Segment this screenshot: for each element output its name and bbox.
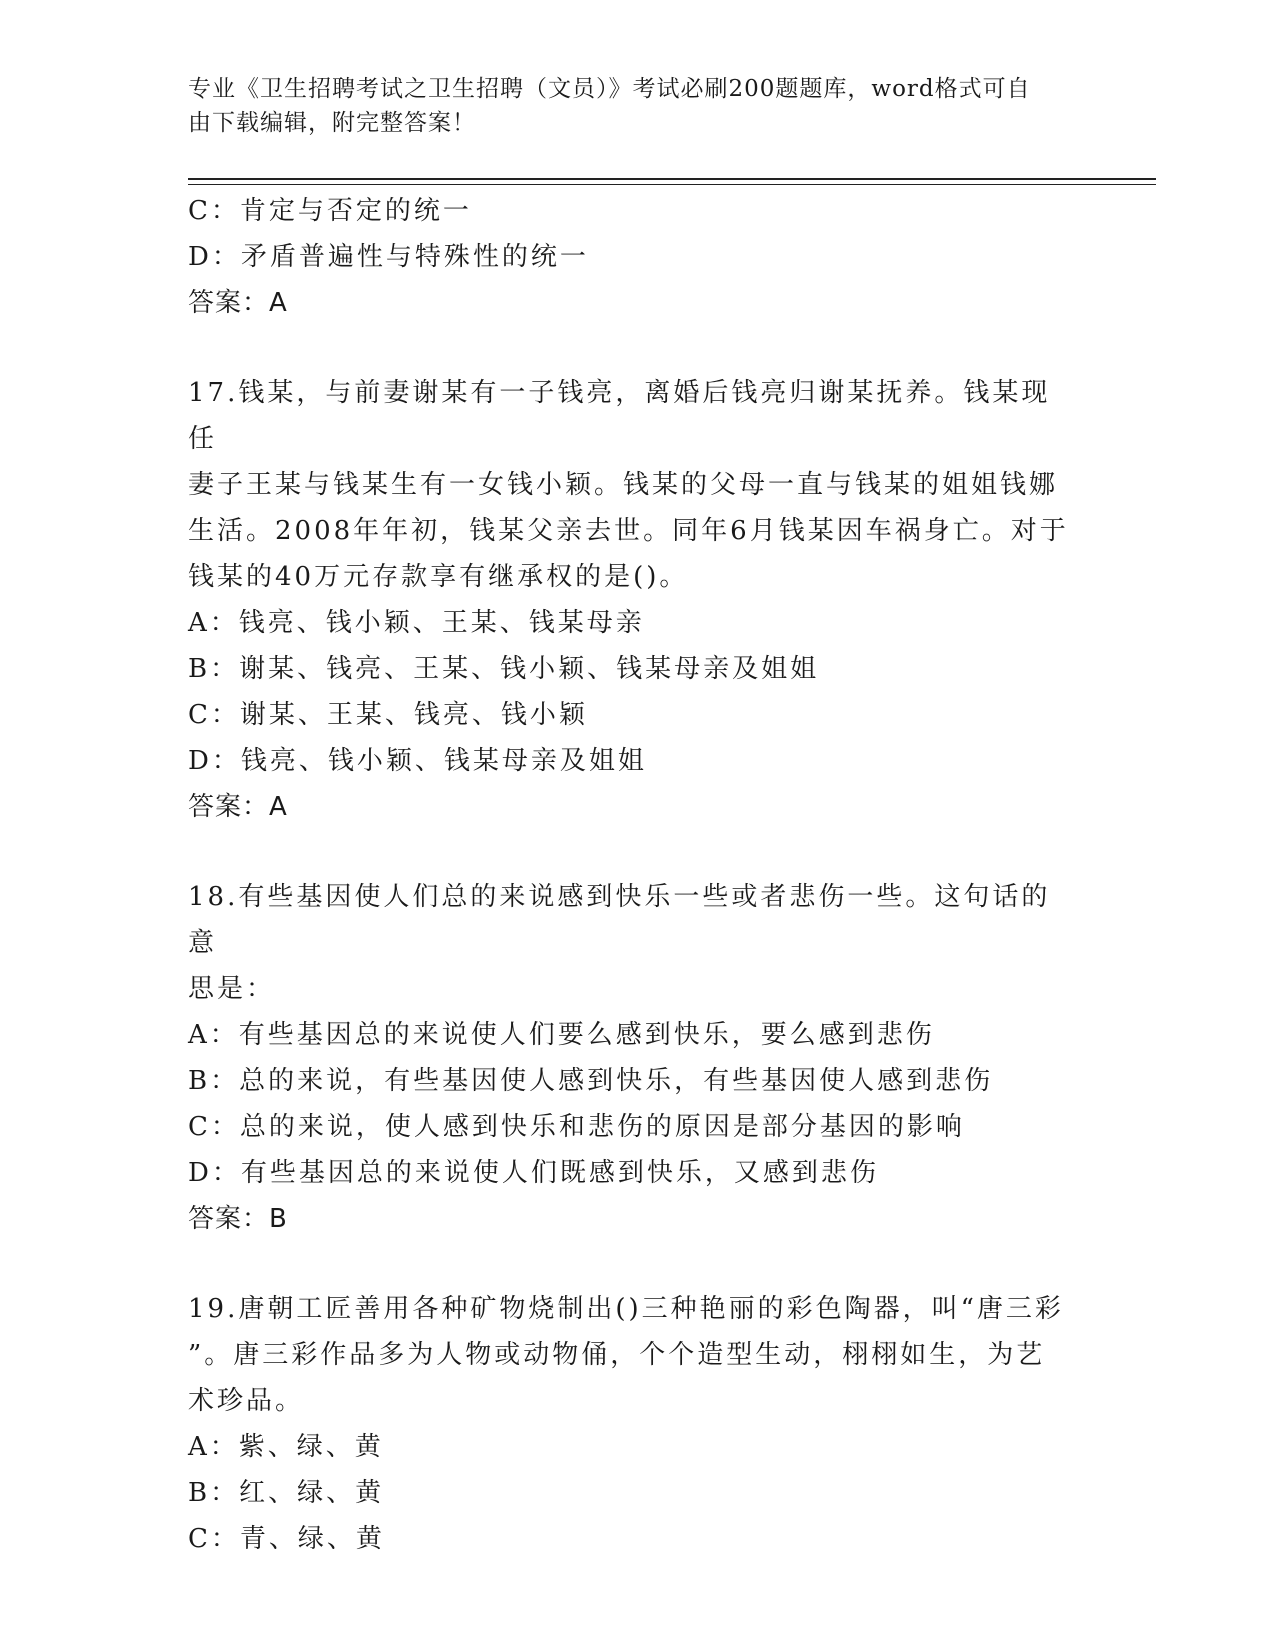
question-stem-line: 18.有些基因使人们总的来说感到快乐一些或者悲伤一些。这句话的意 — [188, 882, 1051, 958]
option-d: D：钱亮、钱小颖、钱某母亲及姐姐 — [188, 746, 647, 776]
page-header — [188, 72, 1068, 140]
question-stem-line: 思是： — [188, 974, 276, 1004]
option-c: C：谢某、王某、钱亮、钱小颖 — [188, 700, 588, 730]
question-17 — [188, 370, 1078, 830]
option-b: B：谢某、钱亮、王某、钱小颖、钱某母亲及姐姐 — [188, 654, 820, 684]
question-stem-line: 妻子王某与钱某生有一女钱小颖。钱某的父母一直与钱某的姐姐钱娜 — [188, 470, 1059, 500]
option-c: C：总的来说，使人感到快乐和悲伤的原因是部分基因的影响 — [188, 1112, 965, 1142]
option-c: C：肯定与否定的统一 — [188, 196, 472, 226]
answer-label: 答案：A — [188, 792, 288, 822]
answer-label: 答案：B — [188, 1204, 288, 1234]
option-a: A：紫、绿、黄 — [188, 1432, 384, 1462]
answer-label: 答案：A — [188, 288, 288, 318]
question-19 — [188, 1286, 1078, 1562]
question-content — [188, 188, 1078, 1562]
question-16-continuation — [188, 188, 1078, 326]
question-stem-line: 19.唐朝工匠善用各种矿物烧制出()三种艳丽的彩色陶器，叫“唐三彩 — [188, 1294, 1064, 1324]
option-a: A：有些基因总的来说使人们要么感到快乐，要么感到悲伤 — [188, 1020, 935, 1050]
option-b: B：总的来说，有些基因使人感到快乐，有些基因使人感到悲伤 — [188, 1066, 994, 1096]
question-18 — [188, 874, 1078, 1242]
option-d: D：矛盾普遍性与特殊性的统一 — [188, 242, 589, 272]
option-d: D：有些基因总的来说使人们既感到快乐，又感到悲伤 — [188, 1158, 879, 1188]
question-stem-line: ”。唐三彩作品多为人物或动物俑，个个造型生动，栩栩如生，为艺 — [188, 1340, 1046, 1370]
option-b: B：红、绿、黄 — [188, 1478, 385, 1508]
header-line-1: 专业《卫生招聘考试之卫生招聘（文员）》考试必刷200题题库，word格式可自 — [188, 76, 1031, 102]
option-c: C：青、绿、黄 — [188, 1524, 385, 1554]
question-stem-line: 钱某的40万元存款享有继承权的是()。 — [188, 562, 689, 592]
question-stem-line: 17.钱某，与前妻谢某有一子钱亮，离婚后钱亮归谢某抚养。钱某现任 — [188, 378, 1051, 454]
header-rule-thin — [188, 184, 1156, 185]
header-rule-thick — [188, 178, 1156, 180]
question-stem-line: 生活。2008年年初，钱某父亲去世。同年6月钱某因车祸身亡。对于 — [188, 516, 1069, 546]
option-a: A：钱亮、钱小颖、王某、钱某母亲 — [188, 608, 645, 638]
header-line-2: 由下载编辑，附完整答案！ — [188, 110, 476, 136]
question-stem-line: 术珍品。 — [188, 1386, 305, 1416]
